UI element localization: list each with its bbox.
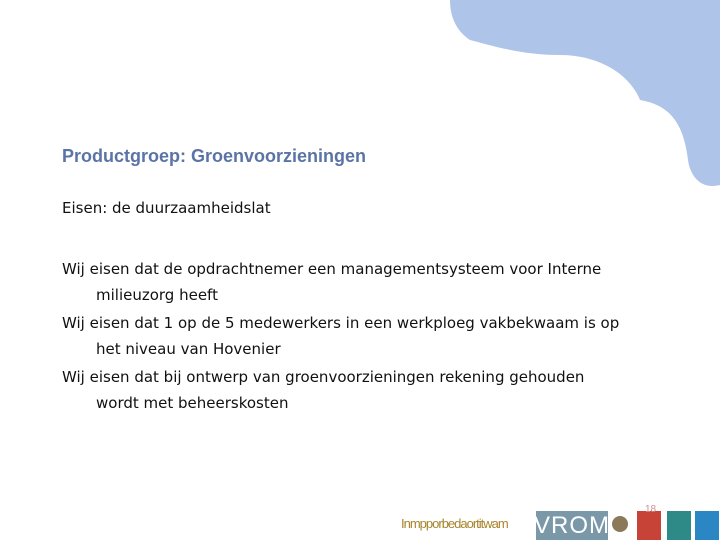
green-square-icon [667,511,691,540]
list-item: Wij eisen dat 1 op de 5 medewerkers in een werkploeg vakbekwaam is op het niveau van Hovenier [62,314,620,358]
bullet-list [62,256,622,418]
slide-number: 18 [645,504,657,515]
logo-dot-icon [612,516,628,532]
list-item: Wij eisen dat bij ontwerp van groenvoorzieningen rekening gehouden wordt met beheerskosten [62,368,585,412]
slide-subtitle: Eisen: de duurzaamheidslat [62,199,271,217]
blue-square-icon [695,511,719,540]
slide-title: Productgroep: Groenvoorzieningen [62,146,367,166]
footer-tagline: Inmpporbedaortitwam [401,516,508,531]
list-item: Wij eisen dat de opdrachtnemer een managementsysteem voor Interne milieuzorg heeft [62,260,602,304]
vrom-logo: VROM [534,511,610,539]
red-square-icon [637,511,661,540]
